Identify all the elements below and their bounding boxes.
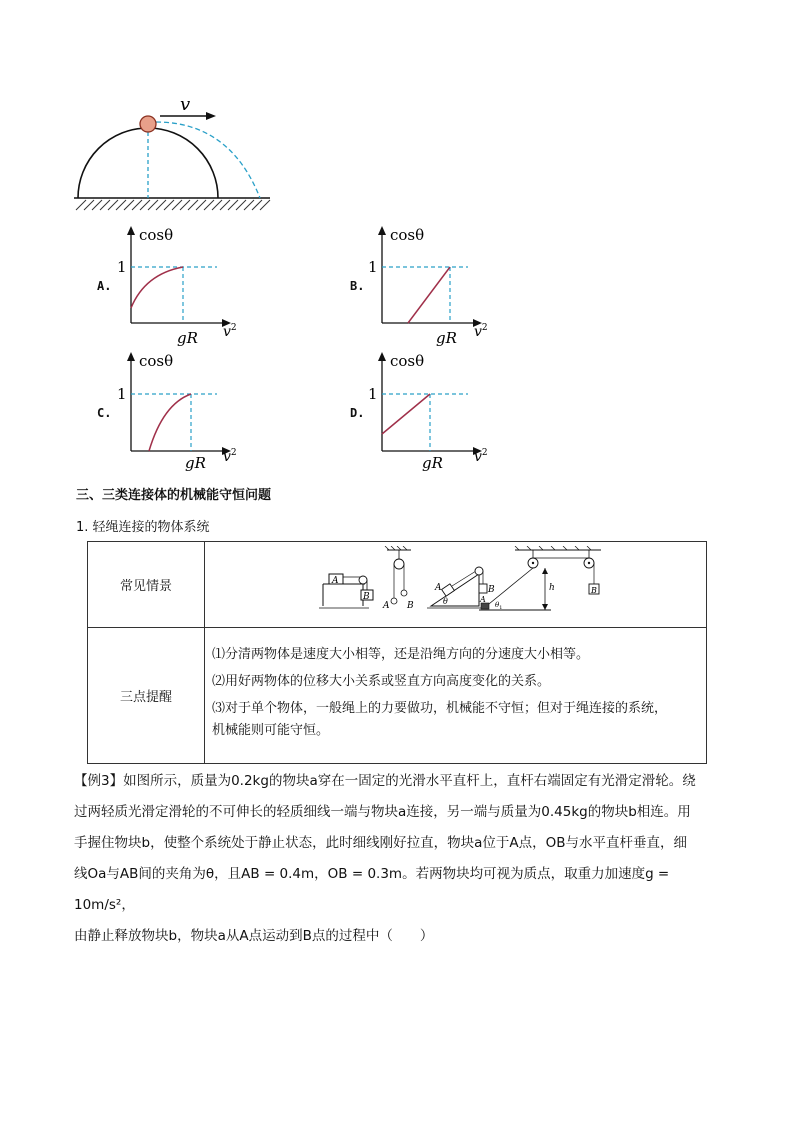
x-axis-label: $v^2$ — [223, 323, 237, 340]
tip-3-cont: 机械能则可能守恒。 — [212, 723, 330, 738]
tips-cell — [205, 628, 707, 764]
scene-hanging-pulley — [382, 546, 414, 611]
tip-1: ⑴分清两物体是速度大小相等，还是沿绳方向的分速度大小相等。 — [212, 647, 590, 662]
example-paragraph — [74, 766, 724, 952]
example-line-1: 【例3】如图所示，质量为0.2kg的物块a穿在一固定的光滑水平直杆上，直杆右端固定有光滑定滑轮。绕 — [74, 773, 696, 789]
scene-table-pulley — [319, 574, 373, 608]
example-line-2: 过两轻质光滑定滑轮的不可伸长的轻质细线一端与物块a连接，另一端与质量为0.45kg的物块b相连。用 — [74, 804, 691, 820]
sub-heading: 1. 轻绳连接的物体系统 — [76, 520, 210, 535]
svg-text:θ1: $\theta_1$ — [495, 601, 503, 611]
option-b-label: B. — [350, 279, 365, 293]
svg-text:B: B — [363, 592, 370, 602]
scene-two-pulleys — [479, 546, 601, 611]
example-line-5: 由静止释放物块b，物块a从A点运动到B点的过程中（ ） — [74, 928, 434, 944]
hemisphere-figure — [70, 90, 280, 215]
section-heading: 三、三类连接体的机械能守恒问题 — [76, 488, 272, 503]
tip-3: ⑶对于单个物体，一般绳上的力要做功，机械能不守恒；但对于绳连接的系统， — [212, 701, 668, 716]
tick-one: 1 — [368, 258, 378, 276]
tick-one: 1 — [368, 385, 378, 403]
y-axis-label: cosθ — [139, 226, 174, 244]
svg-text:A: A — [435, 583, 442, 593]
graph-c — [115, 348, 245, 473]
scenes-cell — [205, 542, 707, 628]
y-axis-label: cosθ — [390, 352, 425, 370]
velocity-label: v — [180, 94, 191, 115]
option-c-label: C. — [97, 406, 112, 420]
option-a-label: A. — [97, 279, 112, 293]
example-line-3: 手握住物块b，使整个系统处于静止状态，此时细线刚好拉直，物块a位于A点，OB与水平直杆垂直，细 — [74, 835, 687, 851]
svg-text:θ: θ — [443, 597, 448, 606]
graph-d — [366, 348, 496, 473]
x-tick-gR: gR — [436, 329, 457, 347]
svg-text:h: h — [549, 583, 555, 593]
scenes-illustration — [319, 546, 619, 620]
info-table — [87, 541, 707, 764]
svg-text:B: B — [407, 601, 414, 611]
x-tick-gR: gR — [177, 329, 198, 347]
x-tick-gR: gR — [185, 454, 206, 472]
tick-one: 1 — [117, 385, 127, 403]
graph-b — [366, 222, 496, 347]
graph-a — [115, 222, 245, 347]
y-axis-label: cosθ — [390, 226, 425, 244]
y-axis-label: cosθ — [139, 352, 174, 370]
option-d-label: D. — [350, 406, 365, 420]
x-tick-gR: gR — [422, 454, 443, 472]
x-axis-label: $v^2$ — [223, 448, 237, 465]
row-label-scenes: 常见情景 — [88, 542, 205, 628]
x-axis-label: $v^2$ — [474, 323, 488, 340]
tip-2: ⑵用好两物体的位移大小关系或竖直方向高度变化的关系。 — [212, 674, 551, 689]
x-axis-label: $v^2$ — [474, 448, 488, 465]
svg-text:A: A — [383, 601, 390, 611]
tick-one: 1 — [117, 258, 127, 276]
svg-text:B: B — [591, 586, 597, 595]
svg-text:A: A — [480, 595, 486, 604]
example-line-4: 线Oa与AB间的夹角为θ，且AB = 0.4m，OB = 0.3m。若两物块均可视为质点，取重力加速度g = 10m/s²， — [74, 866, 670, 913]
svg-text:A: A — [332, 576, 339, 586]
row-label-tips: 三点提醒 — [88, 628, 205, 764]
svg-text:B: B — [488, 585, 495, 595]
